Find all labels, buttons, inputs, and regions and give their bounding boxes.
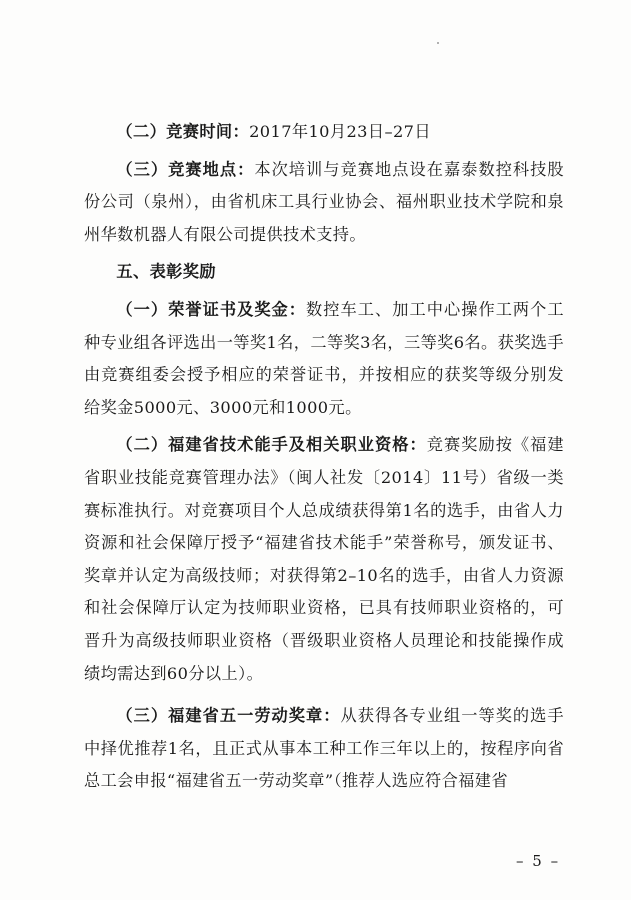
scan-speck	[437, 42, 439, 44]
paragraph-label: （三）福建省五一劳动奖章：	[116, 706, 341, 726]
paragraph-text: 2017年10月23日–27日	[249, 122, 431, 141]
paragraph-text: 从获得各专业组一等奖的选手中择优推荐1名，且正式从事本工种工作三年以上的，按程序向省总工会申报“福建省五一劳动奖章”（推荐人选应符合福建省	[84, 706, 565, 791]
paragraph-text: 数控车工、加工中心操作工两个工种专业组各评选出一等奖1名，二等奖3名，三等奖6名。获奖选手由竞赛组委会授予相应的荣誉证书，并按相应的获奖等级分别发给奖金5000元、3000元和1000元。	[84, 299, 565, 417]
paragraph-label: （二）福建省技术能手及相关职业资格：	[116, 435, 427, 455]
paragraph-text: 竞赛奖励按《福建省职业技能竞赛管理办法》（闽人社发〔2014〕11号）省级一类赛标准执行。对竞赛项目个人总成绩获得第1名的选手，由省人力资源和社会保障厅授予“福建省技术能手”荣誉称号，颁发证书、奖章并认定为高级技师；对获得第2–10名的选手，由省人力资源和社会保障厅认定为技师职业资格，已具有技师职业资格的，可晋升为高级技师职业资格（晋级职业资格人员理论和技能操作成绩均需达到60分以上）。	[84, 435, 565, 683]
paragraph-honor-certificates	[84, 294, 564, 424]
section-heading-awards: 五、表彰奖励	[116, 262, 216, 282]
paragraph-competition-time	[84, 116, 564, 149]
paragraph-technical-expert	[84, 429, 564, 690]
paragraph-label: （二）竞赛时间：	[116, 122, 250, 141]
paragraph-label: （三）竞赛地点：	[116, 159, 255, 179]
paragraph-competition-venue	[84, 154, 564, 252]
paragraph-text: 本次培训与竞赛地点设在嘉泰数控科技股份公司（泉州），由省机床工具行业协会、福州职业技术学院和泉州华数机器人有限公司提供技术支持。	[84, 159, 565, 244]
paragraph-label: （一）荣誉证书及奖金：	[116, 299, 307, 319]
page-number: – 5 –	[516, 852, 561, 870]
paragraph-labor-medal	[84, 700, 564, 798]
document-body	[84, 116, 564, 798]
